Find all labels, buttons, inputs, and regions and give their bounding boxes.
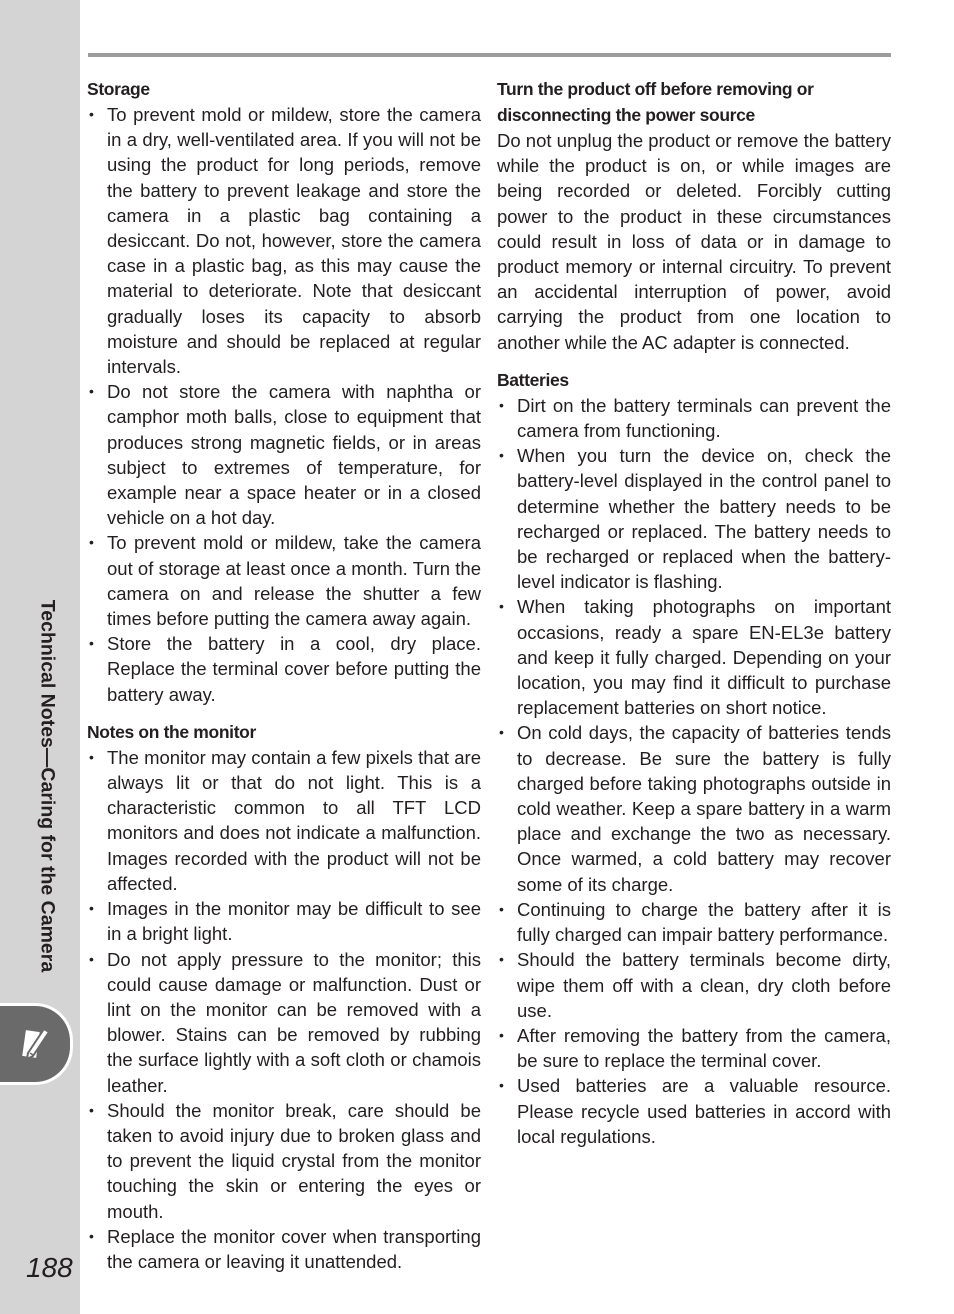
list-item: • Used batteries are a valuable resource. Please recycle used batteries in accord with local regulations. (497, 1073, 891, 1149)
power-heading: Turn the product off before removing or disconnecting the power source (497, 79, 814, 125)
right-column (497, 76, 891, 1149)
list-item: • After removing the battery from the camera, be sure to replace the terminal cover. (497, 1023, 891, 1073)
page-number: 188 (26, 1252, 73, 1283)
monitor-heading: Notes on the monitor (87, 721, 256, 742)
list-item: • To prevent mold or mildew, take the camera out of storage at least once a month. Turn the camera on and release the shutter a few times before putting the camera away again. (87, 530, 481, 631)
storage-list (87, 102, 481, 707)
list-item: • The monitor may contain a few pixels that are always lit or that do not light. This is a characteristic common to all TFT LCD monitors and does not indicate a malfunction. Images recorded with the product will not be affected. (87, 745, 481, 896)
batteries-list (497, 393, 891, 1149)
storage-heading: Storage (87, 79, 150, 99)
list-item: • Dirt on the battery terminals can prevent the camera from functioning. (497, 393, 891, 443)
list-item: • When taking photographs on important occasions, ready a spare EN-EL3e battery and keep it fully charged. Depending on your location, you may find it difficult to purchase replacement batteries on short notice. (497, 594, 891, 720)
list-item: • Continuing to charge the battery after it is fully charged can impair battery performance. (497, 897, 891, 947)
list-item: • Should the battery terminals become dirty, wipe them off with a clean, dry cloth before use. (497, 947, 891, 1023)
list-item: • To prevent mold or mildew, store the camera in a dry, well-ventilated area. If you will not be using the product for long periods, remove the battery to prevent leakage and store the camera in a plastic bag containing a desiccant. Do not, however, store the camera case in a plastic bag, as this may cause the material to deteriorate. Note that desiccant gradually loses its capacity to absorb moisture and should be replaced at regular intervals. (87, 102, 481, 379)
section-title: Technical Notes—Caring for the Camera (36, 599, 59, 973)
power-paragraph: Do not unplug the product or remove the battery while the product is on, or while images are being recorded or deleted. Forcibly cutting power to the product in these circumstances could result in loss of data or in damage to product memory or internal circuitry. To prevent an accidental interruption of power, avoid carrying the product from one location to another while the AC adapter is connected. (497, 130, 891, 353)
list-item: • Should the monitor break, care should be taken to avoid injury due to broken glass and to prevent the liquid crystal from the monitor touching the skin or entering the eyes or mouth. (87, 1098, 481, 1224)
top-rule (88, 53, 891, 57)
monitor-list (87, 745, 481, 1274)
left-column (87, 76, 481, 1274)
list-item: • Do not apply pressure to the monitor; this could cause damage or malfunction. Dust or lint on the monitor can be removed with a blower. Stains can be removed by rubbing the surface lightly with a soft cloth or chamois leather. (87, 947, 481, 1098)
sidebar (0, 0, 80, 1314)
section-tab[interactable] (0, 1003, 73, 1085)
list-item: • Replace the monitor cover when transporting the camera or leaving it unattended. (87, 1224, 481, 1274)
list-item: • When you turn the device on, check the battery-level displayed in the control panel to determine whether the battery needs to be recharged or replaced. The battery needs to be recharged or replaced when the battery-level indicator is flashing. (497, 443, 891, 594)
list-item: • Store the battery in a cool, dry place. Replace the terminal cover before putting the battery away. (87, 631, 481, 707)
list-item: • Images in the monitor may be difficult to see in a bright light. (87, 896, 481, 946)
list-item: • On cold days, the capacity of batteries tends to decrease. Be sure the battery is fully charged before taking photographs outside in cold weather. Keep a spare battery in a warm place and exchange the two as necessary. Once warmed, a cold battery may recover some of its charge. (497, 720, 891, 896)
pencil-note-icon (18, 1023, 52, 1063)
list-item: • Do not store the camera with naphtha or camphor moth balls, close to equipment that produces strong magnetic fields, or in areas subject to extremes of temperature, for example near a space heater or in a closed vehicle on a hot day. (87, 379, 481, 530)
batteries-heading: Batteries (497, 369, 569, 390)
